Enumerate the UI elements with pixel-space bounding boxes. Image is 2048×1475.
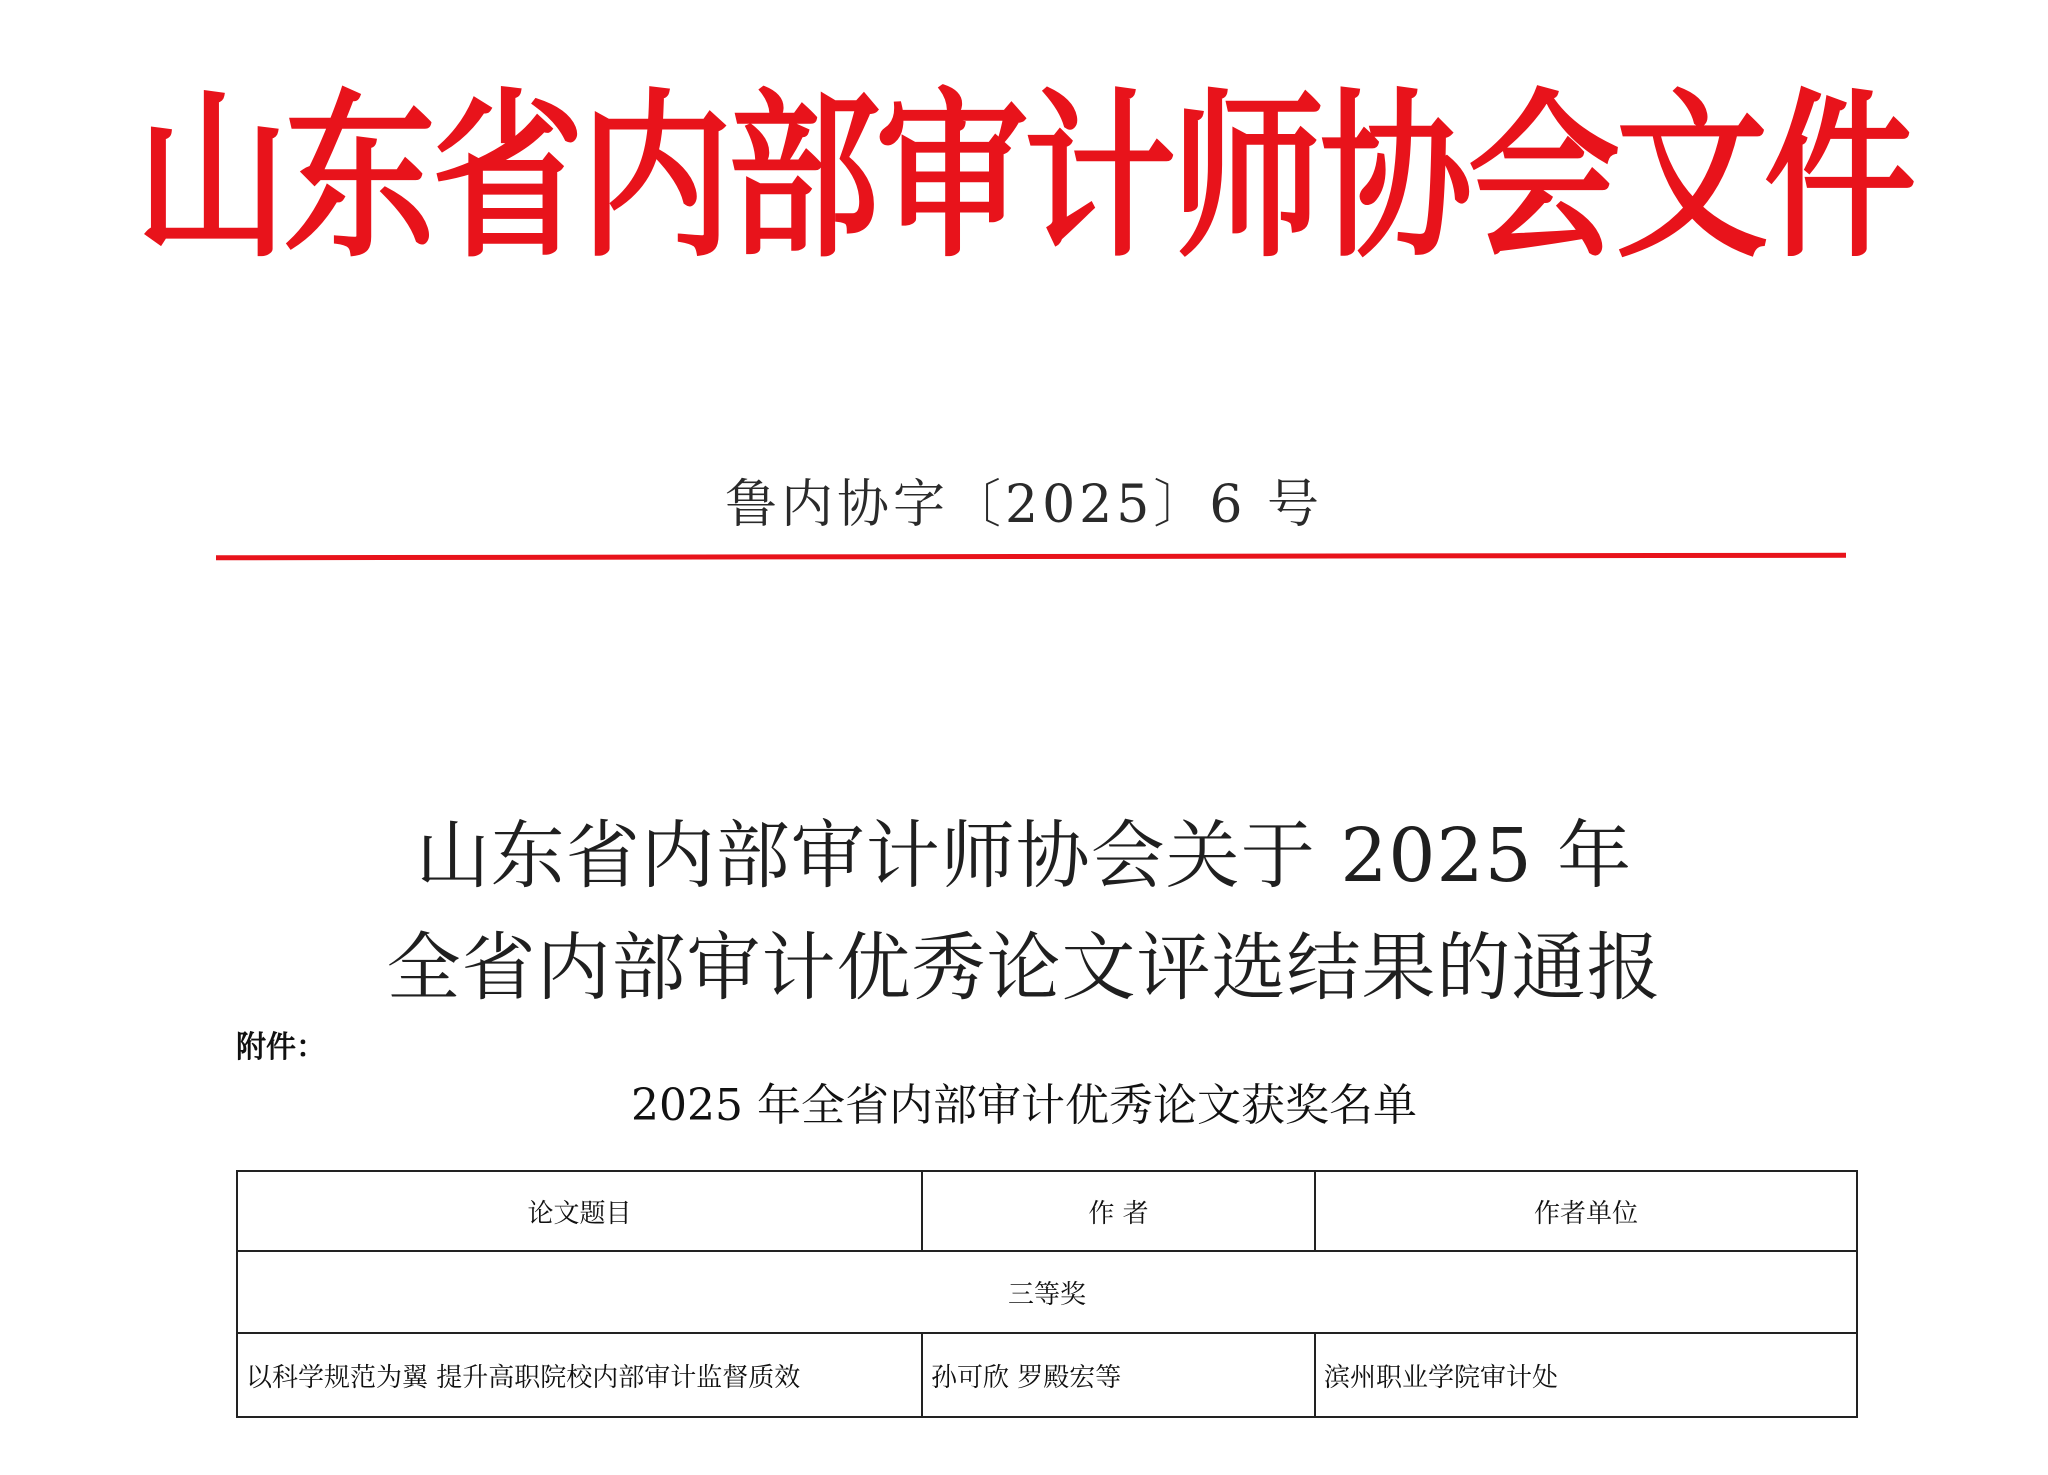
notice-title-line-1: 山东省内部审计师协会关于 2025 年	[415, 813, 1633, 899]
table-header-row	[237, 1171, 1857, 1251]
notice-title	[0, 800, 2048, 1024]
award-list-title: 2025 年全省内部审计优秀论文获奖名单	[631, 1080, 1417, 1131]
column-header-authors: 作 者	[922, 1171, 1315, 1251]
red-divider-line	[216, 553, 1846, 561]
document-number: 鲁内协字〔2025〕6 号	[725, 475, 1323, 535]
award-table	[236, 1170, 1858, 1418]
masthead-title: 山东省内部审计师协会文件	[136, 72, 1912, 282]
notice-title-line-2: 全省内部审计优秀论文评选结果的通报	[386, 925, 1662, 1011]
award-level-label: 三等奖	[237, 1251, 1857, 1333]
table-row	[237, 1333, 1857, 1417]
award-level-row	[237, 1251, 1857, 1333]
authors-cell: 孙可欣 罗殿宏等	[922, 1333, 1315, 1417]
author-unit-cell: 滨州职业学院审计处	[1315, 1333, 1857, 1417]
column-header-title: 论文题目	[237, 1171, 922, 1251]
paper-title-cell: 以科学规范为翼 提升高职院校内部审计监督质效	[237, 1333, 922, 1417]
column-header-unit: 作者单位	[1315, 1171, 1857, 1251]
attachment-label: 附件：	[236, 1030, 326, 1065]
